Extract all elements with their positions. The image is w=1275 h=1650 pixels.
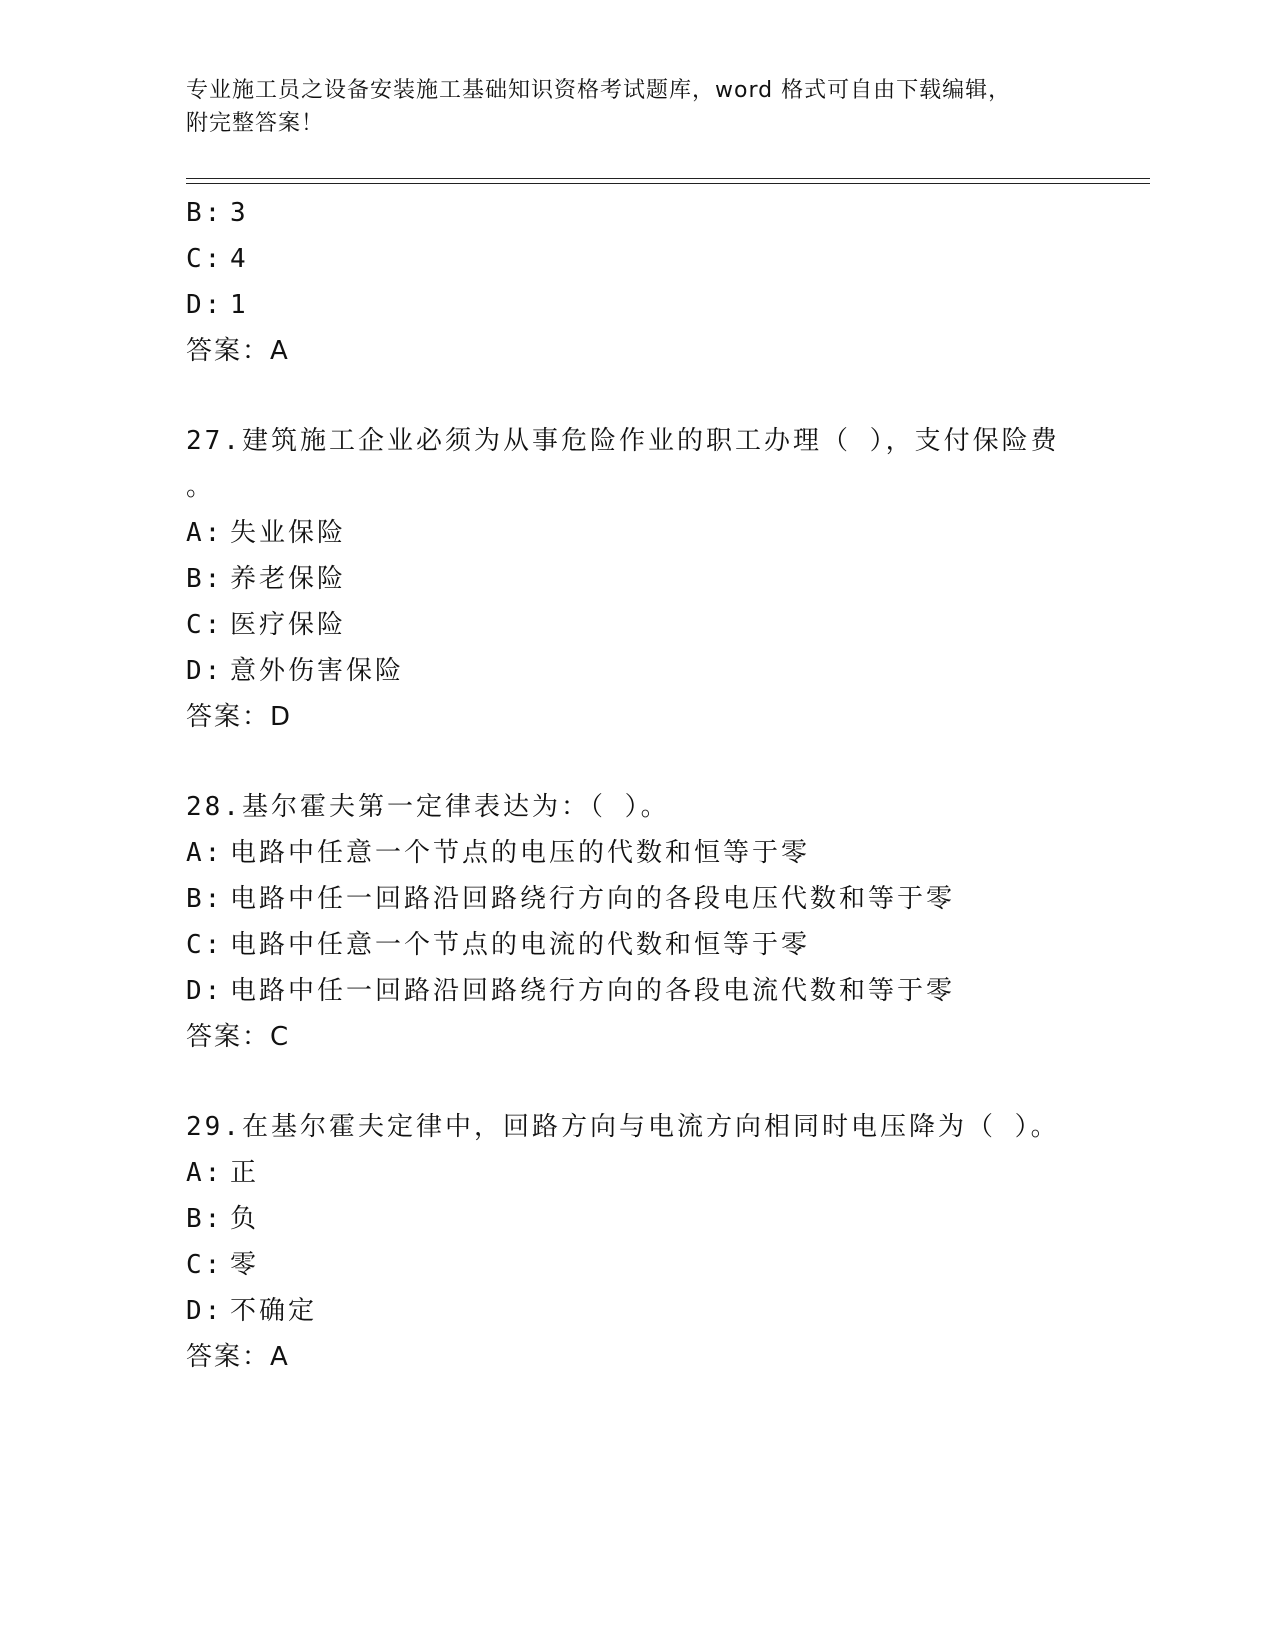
question-28 (186, 784, 1146, 1060)
option-line (186, 1150, 1146, 1196)
option-key: B: (186, 564, 224, 594)
option-key: B: (186, 884, 224, 914)
option-key: C: (186, 930, 224, 960)
option-text: 失业保险 (230, 518, 347, 548)
spacer (186, 1060, 1146, 1104)
question-29 (186, 1104, 1146, 1380)
option-text: 意外伤害保险 (230, 656, 405, 686)
option-line (186, 876, 1146, 922)
option-text: 电路中任意一个节点的电压的代数和恒等于零 (230, 838, 811, 868)
option-line (186, 556, 1146, 602)
option-text: 电路中任一回路沿回路绕行方向的各段电压代数和等于零 (230, 884, 956, 914)
option-line (186, 1242, 1146, 1288)
answer-line: 答案：A (186, 1342, 290, 1372)
option-key: A: (186, 838, 224, 868)
option-text: 零 (230, 1250, 260, 1280)
option-text: 4 (230, 244, 249, 274)
option-key: D: (186, 976, 224, 1006)
document-header (186, 74, 1166, 140)
spacer (186, 374, 1146, 418)
option-text: 负 (230, 1204, 260, 1234)
option-key: C: (186, 244, 224, 274)
answer-line: 答案：D (186, 702, 293, 732)
answer-line: 答案：A (186, 336, 290, 366)
option-line (186, 602, 1146, 648)
question-stem: 27.建筑施工企业必须为从事危险作业的职工办理（ ），支付保险费 (186, 426, 1060, 456)
option-line (186, 648, 1146, 694)
option-line (186, 190, 1146, 236)
option-text: 电路中任一回路沿回路绕行方向的各段电流代数和等于零 (230, 976, 956, 1006)
header-line-1: 专业施工员之设备安装施工基础知识资格考试题库，word 格式可自由下载编辑， (186, 78, 1012, 103)
option-text: 3 (230, 198, 249, 228)
option-key: D: (186, 290, 224, 320)
carryover-question (186, 190, 1146, 374)
option-key: C: (186, 610, 224, 640)
question-stem: 29.在基尔霍夫定律中，回路方向与电流方向相同时电压降为（ ）。 (186, 1112, 1060, 1142)
question-stem-continued: 。 (186, 472, 216, 502)
option-key: D: (186, 1296, 224, 1326)
option-text: 电路中任意一个节点的电流的代数和恒等于零 (230, 930, 811, 960)
option-line (186, 510, 1146, 556)
answer-line: 答案：C (186, 1022, 291, 1052)
option-key: B: (186, 198, 224, 228)
option-key: D: (186, 656, 224, 686)
option-text: 1 (230, 290, 249, 320)
option-line (186, 922, 1146, 968)
option-key: C: (186, 1250, 224, 1280)
document-body (186, 190, 1146, 1380)
option-text: 不确定 (230, 1296, 318, 1326)
option-text: 养老保险 (230, 564, 347, 594)
option-line (186, 830, 1146, 876)
option-line (186, 282, 1146, 328)
option-line (186, 236, 1146, 282)
header-line-2: 附完整答案！ (186, 111, 325, 136)
option-line (186, 1196, 1146, 1242)
option-key: B: (186, 1204, 224, 1234)
header-divider-bottom (186, 183, 1150, 184)
option-key: A: (186, 1158, 224, 1188)
question-27 (186, 418, 1146, 740)
spacer (186, 740, 1146, 784)
option-text: 正 (230, 1158, 260, 1188)
option-text: 医疗保险 (230, 610, 347, 640)
option-key: A: (186, 518, 224, 548)
header-divider-top (186, 178, 1150, 179)
option-line (186, 1288, 1146, 1334)
question-stem: 28.基尔霍夫第一定律表达为：（ ）。 (186, 792, 670, 822)
option-line (186, 968, 1146, 1014)
